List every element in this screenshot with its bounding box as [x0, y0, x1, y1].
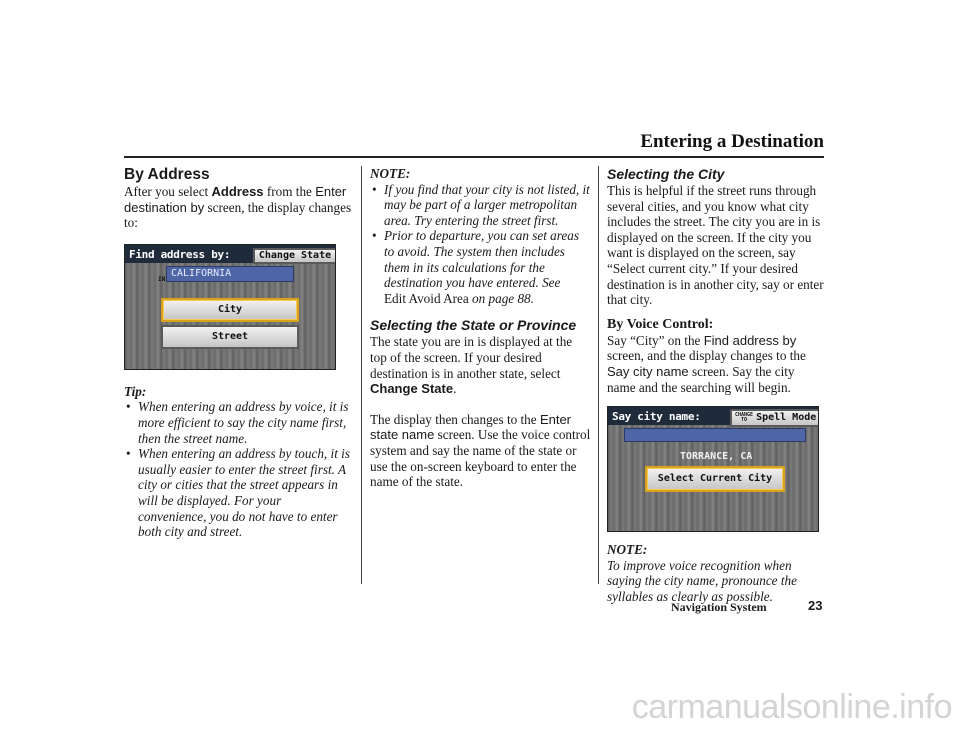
- in-label: IN: [158, 275, 166, 283]
- tip-item: • When entering an address by voice, it is more efficient to say the city name first, then the street name.: [124, 399, 352, 446]
- note-label: NOTE:: [370, 166, 411, 181]
- header-rule: [124, 156, 824, 158]
- state-paragraph-1: The state you are in is displayed at the top of the screen. If your desired destination is in another state, select Change State.: [370, 334, 573, 397]
- column-state: [370, 166, 592, 490]
- state-paragraph-2: The display then changes to the Enter state name screen. Use the voice control system and say the name of the state or use the on-screen keyboard to enter the name of the state.: [370, 411, 591, 490]
- column-by-address: [124, 166, 352, 540]
- section-heading-city: Selecting the City: [607, 166, 725, 182]
- screen-title: Find address by:: [129, 247, 231, 261]
- find-address-screen: [124, 244, 336, 370]
- city-note: To improve voice recognition when saying the city name, pronounce the syllables as clearly as possible.: [607, 557, 797, 604]
- footer-label: Navigation System: [671, 600, 767, 614]
- watermark: carmanualsonline.info: [631, 688, 952, 726]
- column-city: [607, 166, 826, 605]
- current-city-text: TORRANCE, CA: [680, 451, 753, 463]
- select-current-city-button[interactable]: Select Current City: [645, 466, 785, 492]
- note-label: NOTE:: [607, 542, 648, 558]
- change-state-button[interactable]: Change State: [253, 248, 336, 264]
- note-list: [370, 182, 592, 307]
- change-to-label: CHANGE TO: [735, 412, 754, 424]
- section-heading-state: Selecting the State or Province: [370, 317, 577, 334]
- intro-paragraph: After you select Address from the Enter destination by screen, the display changes to:: [124, 184, 352, 231]
- city-button[interactable]: City: [161, 298, 299, 322]
- note-item: • If you find that your city is not listed, it may be part of a larger metropolitan area. Try entering the street first.: [370, 182, 592, 229]
- say-city-screen: [607, 406, 819, 532]
- voice-paragraph: Say “City” on the Find address by screen, and the display changes to the Say city name screen. Say the city name and the searching will begin.: [607, 332, 806, 395]
- column-divider: [598, 166, 599, 584]
- state-field: CALIFORNIA: [166, 266, 294, 282]
- note-item: • Prior to departure, you can set areas to avoid. The system then includes them in its calculations for the destination you have entered. See Edit Avoid Area on page 88.: [370, 228, 592, 306]
- city-name-field: [624, 428, 806, 442]
- street-button[interactable]: Street: [161, 325, 299, 349]
- section-heading-by-address: By Address: [124, 166, 210, 183]
- city-paragraph: This is helpful if the street runs through several cities, and you know what city includes the street. The city you are in is displayed on the screen. If the city you want is displayed on the screen, say “Select current city.” If your desired destination is in another city, say or enter that city.: [607, 183, 824, 308]
- tip-label: Tip:: [124, 383, 147, 399]
- page-header-title: Entering a Destination: [640, 131, 824, 152]
- voice-control-heading: By Voice Control:: [607, 316, 714, 332]
- tip-item: • When entering an address by touch, it is usually easier to enter the street first. A city or cities that the street appears in will be displayed. For your convenience, you do not have to enter both city and street.: [124, 446, 352, 540]
- column-divider: [361, 166, 362, 584]
- spell-mode-button[interactable]: [730, 409, 819, 427]
- spell-mode-label: Spell Mode: [756, 412, 817, 424]
- tip-list: [124, 399, 352, 539]
- screen-title: Say city name:: [612, 410, 701, 424]
- page-number: 23: [808, 598, 823, 613]
